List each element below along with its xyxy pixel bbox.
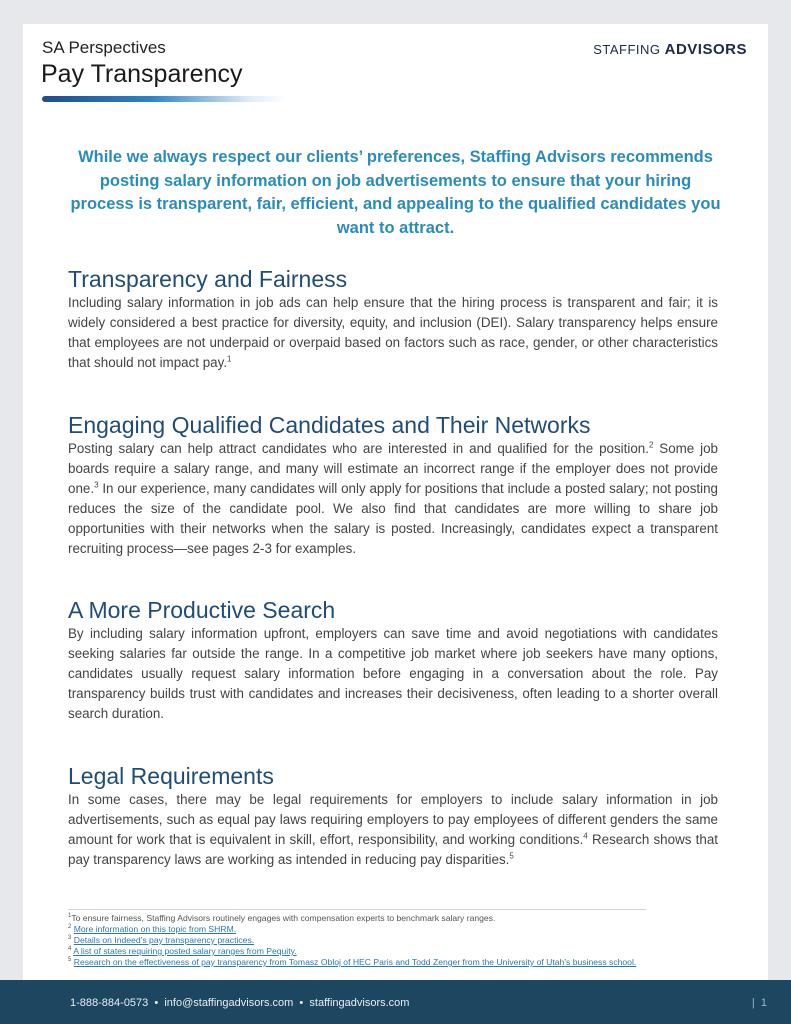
document-page [23, 24, 768, 980]
section-heading: Engaging Qualified Candidates and Their Networks [68, 412, 591, 438]
page-number: | 1 [751, 997, 767, 1009]
footnote-5: $^5$ Research on the effectiveness of pay transparency from Tomasz Obloj of HEC Paris and Todd Zenger from the University of Utah’s business school. [68, 957, 637, 967]
footnote-2: $^2$ More information on this topic from SHRM. [68, 924, 237, 934]
footnote-link-shrm[interactable]: More information on this topic from SHRM. [73, 924, 237, 934]
staffing-advisors-logo [593, 41, 747, 58]
footnote-ref[interactable]: 5 [509, 851, 514, 861]
footnote-ref[interactable]: 3 [94, 480, 99, 490]
section-heading: Transparency and Fairness [68, 266, 348, 292]
footnote-1: $^1$To ensure fairness, Staffing Advisors routinely engages with compensation experts to benchmark salary ranges. [68, 913, 496, 923]
title-underline [42, 96, 287, 102]
footnote-ref[interactable]: 1 [227, 354, 232, 364]
section-body: Including salary information in job ads can help ensure that the hiring process is transparent and fair; it is widely considered a best practice for diversity, equity, and inclusion (DEI). Salary transparency helps ensure that employees are not underpaid or overpaid based on factors such as race, gender, or other characteristics that should not impact pay.$^1$ [68, 295, 718, 370]
footnotes [68, 913, 728, 968]
section-body: By including salary information upfront, employers can save time and avoid negotiations with candidates seeking salaries far outside the range. In a competitive job market where job seekers have many options, candidates usually request salary information before engaging in a conversation about the role. Pay transparency builds trust with candidates and increases their decisiveness, often leading to a shorter overall search duration. [68, 626, 718, 721]
section-transparency-fairness [68, 265, 718, 373]
footnote-link-research[interactable]: Research on the effectiveness of pay transparency from Tomasz Obloj of HEC Paris and Todd Zenger from the University of Utah’s business school. [73, 957, 637, 967]
footnote-ref[interactable]: 2 [648, 440, 654, 450]
logo-word-staffing: STAFFING [593, 42, 661, 57]
footnote-divider [68, 909, 646, 910]
section-productive-search [68, 596, 718, 724]
series-label: SA Perspectives [42, 38, 166, 57]
footnote-4: $^4$ A list of states requiring posted salary ranges from Pequity. [68, 946, 297, 956]
footnote-link-pequity[interactable]: A list of states requiring posted salary ranges from Pequity. [73, 946, 297, 956]
footnote-ref[interactable]: 4 [583, 831, 588, 841]
footnote-3: $^3$ Details on Indeed’s pay transparency practices. [68, 935, 255, 945]
page-title: Pay Transparency [41, 60, 243, 88]
footnote-link-indeed[interactable]: Details on Indeed’s pay transparency practices. [73, 935, 255, 945]
section-engaging-candidates [68, 411, 718, 559]
contact-info: 1-888-884-0573 • info@staffingadvisors.com • staffingadvisors.com [70, 997, 410, 1009]
logo-word-advisors: ADVISORS [664, 41, 747, 58]
section-body: Posting salary can help attract candidates who are interested in and qualified for the position.$^2$ Some job boards require a salary range, and many will estimate an incorrect range if the employer does not provide one.$^3$ In our experience, many candidates will only apply for positions that include a posted salary; not posting reduces the size of the candidate pool. We also find that candidates are more willing to share job opportunities with their networks when the salary is posted. Increasingly, candidates expect a transparent recruiting process—see pages 2-3 for examples. [68, 440, 718, 556]
section-body: In some cases, there may be legal requirements for employers to include salary information in job advertisements, such as equal pay laws requiring employers to pay employees of different genders the same amount for work that is equivalent in skill, effort, responsibility, and working conditions.$^4$ Research shows that pay transparency laws are working as intended in reducing pay disparities.$^5$ [68, 792, 718, 867]
section-heading: A More Productive Search [68, 597, 336, 623]
intro-statement: While we always respect our clients’ preferences, Staffing Advisors recommends posting salary information on job advertisements to ensure that your hiring process is transparent, fair, efficient, and appealing to the qualified candidates you want to attract. [70, 148, 721, 237]
section-legal-requirements [68, 762, 718, 870]
section-heading: Legal Requirements [68, 763, 274, 789]
page-footer [0, 980, 791, 1024]
